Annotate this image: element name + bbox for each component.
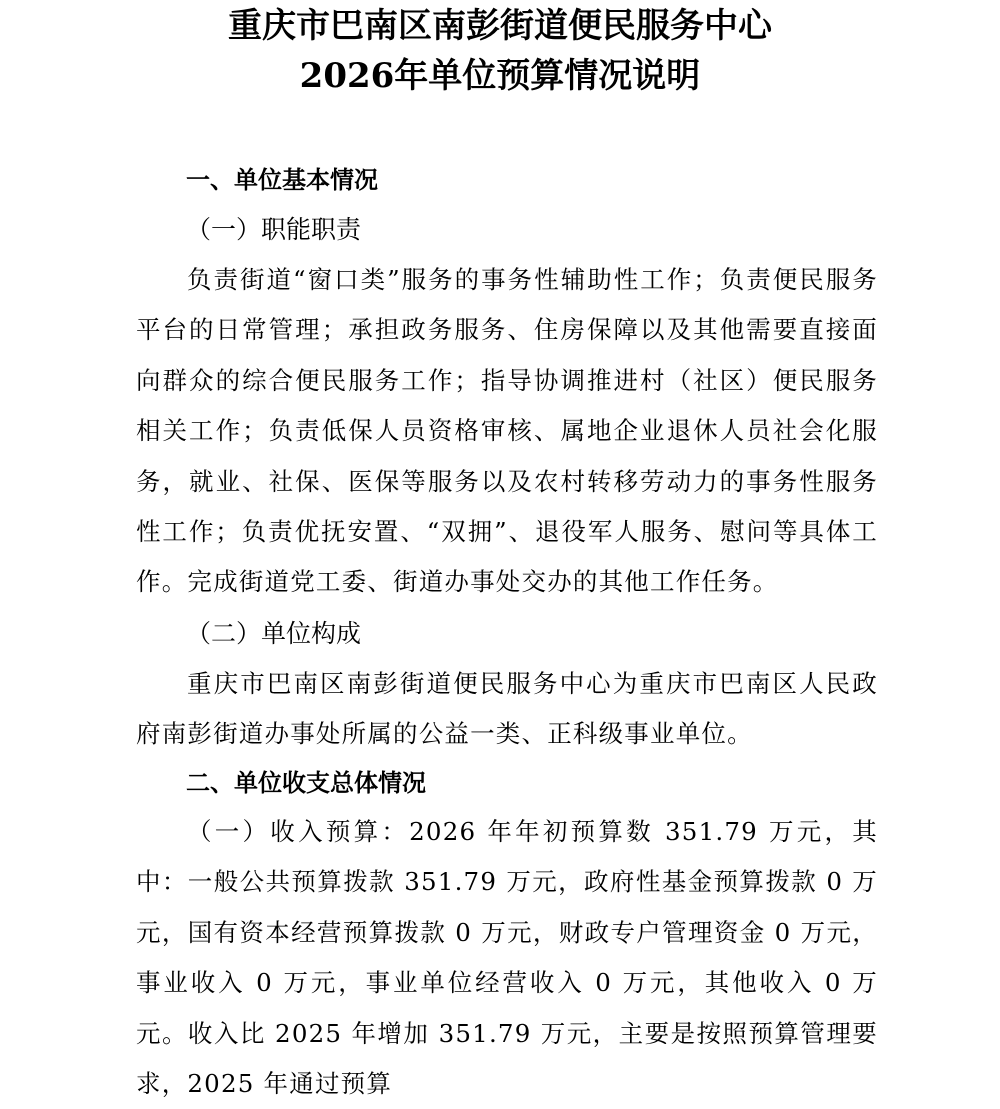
section-2-income-paragraph: （一）收入预算：2026 年年初预算数 351.79 万元，其中：一般公共预算拨款 351.79 万元，政府性基金预算拨款 0 万元，国有资本经营预算拨款 0 万元，财政专户管理资金 0 万元，事业收入 0 万元，事业单位经营收入 0 万元，其他收入 0 万元。收入比 2025 年增加 351.79 万元，主要是按照预算管理要求，2025 年通过预算	[136, 817, 878, 1099]
section-2-heading: 二、单位收支总体情况	[186, 769, 426, 797]
section-1-subheading-duties: （一）职能职责	[186, 215, 362, 244]
document-title-line-1: 重庆市巴南区南彭街道便民服务中心	[228, 6, 772, 46]
section-1-composition-paragraph: 重庆市巴南区南彭街道便民服务中心为重庆市巴南区人民政府南彭街道办事处所属的公益一类、正科级事业单位。	[136, 669, 878, 749]
section-1-heading: 一、单位基本情况	[186, 166, 378, 194]
section-1-duties-paragraph: 负责街道“窗口类”服务的事务性辅助性工作；负责便民服务平台的日常管理；承担政务服务、住房保障以及其他需要直接面向群众的综合便民服务工作；指导协调推进村（社区）便民服务相关工作；负责低保人员资格审核、属地企业退休人员社会化服务，就业、社保、医保等服务以及农村转移劳动力的事务性服务性工作；负责优抚安置、“双拥”、退役军人服务、慰问等具体工作。完成街道党工委、街道办事处交办的其他工作任务。	[136, 265, 878, 597]
document-title-line-2: 2026年单位预算情况说明	[299, 56, 701, 96]
section-1-subheading-composition: （二）单位构成	[186, 619, 362, 648]
